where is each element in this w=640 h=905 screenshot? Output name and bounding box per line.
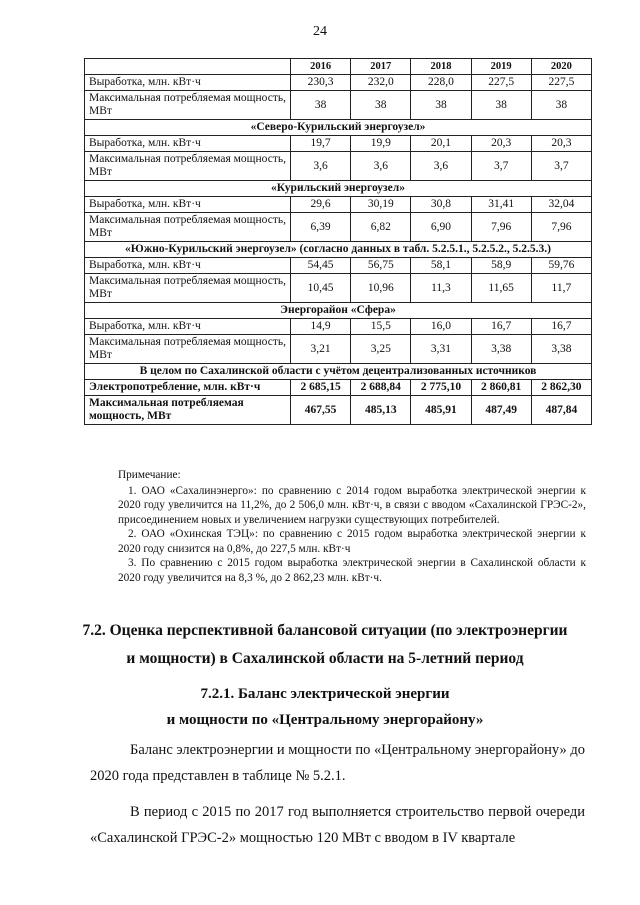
value-cell: 485,91 [411, 396, 471, 425]
value-cell: 38 [531, 91, 591, 120]
year-header: 2017 [351, 59, 411, 75]
paragraph: Баланс электроэнергии и мощности по «Центральному энергорайону» до 2020 года представлен в таблице № 5.2.1. [90, 742, 585, 784]
table-row [85, 274, 592, 303]
row-label: Выработка, млн. кВт·ч [85, 136, 291, 152]
row-label: Выработка, млн. кВт·ч [85, 197, 291, 213]
value-cell: 2 862,30 [531, 380, 591, 396]
header-label-cell [85, 59, 291, 75]
section-heading-line2: и мощности) в Сахалинской области на 5-летний период [126, 650, 524, 667]
value-cell: 6,90 [411, 213, 471, 242]
value-cell: 31,41 [471, 197, 531, 213]
value-cell: 3,38 [471, 335, 531, 364]
value-cell: 3,7 [471, 152, 531, 181]
notes-heading: Примечание: [118, 469, 181, 481]
table-row [85, 75, 592, 91]
page-number: 24 [313, 24, 327, 39]
value-cell: 3,21 [291, 335, 351, 364]
year-header: 2018 [411, 59, 471, 75]
section-row [85, 303, 592, 319]
paragraph: В период с 2015 по 2017 год выполняется строительство первой очереди «Сахалинской ГРЭС-2» мощностью 120 МВт с вводом в IV квартале [90, 804, 585, 846]
value-cell: 16,7 [471, 319, 531, 335]
value-cell: 11,3 [411, 274, 471, 303]
section-title: «Южно-Курильский энергоузел» (согласно данных в табл. 5.2.5.1., 5.2.5.2., 5.2.5.3.) [85, 242, 592, 258]
value-cell: 10,45 [291, 274, 351, 303]
body-text [90, 737, 585, 851]
subsection-heading-line2: и мощности по «Центральному энергорайону» [166, 712, 484, 728]
table-row [85, 396, 592, 425]
value-cell: 30,19 [351, 197, 411, 213]
table-row [85, 152, 592, 181]
value-cell: 56,75 [351, 258, 411, 274]
value-cell: 487,84 [531, 396, 591, 425]
value-cell: 11,7 [531, 274, 591, 303]
value-cell: 19,9 [351, 136, 411, 152]
year-header: 2016 [291, 59, 351, 75]
value-cell: 38 [471, 91, 531, 120]
value-cell: 3,6 [291, 152, 351, 181]
table-row [85, 380, 592, 396]
value-cell: 3,31 [411, 335, 471, 364]
row-label: Электропотребление, млн. кВт·ч [85, 380, 291, 396]
value-cell: 11,65 [471, 274, 531, 303]
value-cell: 2 860,81 [471, 380, 531, 396]
table-row [85, 91, 592, 120]
value-cell: 14,9 [291, 319, 351, 335]
value-cell: 7,96 [471, 213, 531, 242]
table-row [85, 319, 592, 335]
value-cell: 487,49 [471, 396, 531, 425]
value-cell: 3,6 [351, 152, 411, 181]
section-row [85, 181, 592, 197]
value-cell: 7,96 [531, 213, 591, 242]
table-body [85, 75, 592, 425]
table-row [85, 213, 592, 242]
section-title: В целом по Сахалинской области с учётом децентрализованных источников [85, 364, 592, 380]
row-label: Максимальная потребляемая мощность, МВт [85, 396, 291, 425]
table-row [85, 136, 592, 152]
note-item: 1. ОАО «Сахалинэнерго»: по сравнению с 2014 годом выработка электрической энергии к 2020 году увеличится на 11,2%, до 2 506,0 млн. кВт·ч, в связи с вводом «Сахалинской ГРЭС-2», присоединением новых и увеличением нагрузки существующих потребителей. [118, 484, 586, 526]
value-cell: 485,13 [351, 396, 411, 425]
section-row [85, 120, 592, 136]
table-row [85, 258, 592, 274]
value-cell: 38 [291, 91, 351, 120]
row-label: Выработка, млн. кВт·ч [85, 319, 291, 335]
value-cell: 54,45 [291, 258, 351, 274]
value-cell: 58,1 [411, 258, 471, 274]
value-cell: 30,8 [411, 197, 471, 213]
row-label: Выработка, млн. кВт·ч [85, 258, 291, 274]
note-item: 2. ОАО «Охинская ТЭЦ»: по сравнению с 2015 годом выработка электрической энергии к 2020 году снизится на 0,8%, до 227,5 млн. кВт·ч [118, 528, 586, 555]
value-cell: 3,6 [411, 152, 471, 181]
table-row [85, 197, 592, 213]
section-title: Энергорайон «Сфера» [85, 303, 592, 319]
value-cell: 2 775,10 [411, 380, 471, 396]
year-header: 2019 [471, 59, 531, 75]
section-heading-line1: 7.2. Оценка перспективной балансовой ситуации (по электроэнергии [82, 622, 568, 639]
value-cell: 230,3 [291, 75, 351, 91]
value-cell: 16,7 [531, 319, 591, 335]
table-row [85, 335, 592, 364]
value-cell: 467,55 [291, 396, 351, 425]
subsection-heading-line1: 7.2.1. Баланс электрической энергии [200, 686, 450, 702]
value-cell: 32,04 [531, 197, 591, 213]
value-cell: 38 [411, 91, 471, 120]
row-label: Максимальная потребляемая мощность, МВт [85, 152, 291, 181]
value-cell: 227,5 [471, 75, 531, 91]
notes [118, 468, 586, 585]
year-header: 2020 [531, 59, 591, 75]
value-cell: 228,0 [411, 75, 471, 91]
value-cell: 3,38 [531, 335, 591, 364]
value-cell: 15,5 [351, 319, 411, 335]
value-cell: 227,5 [531, 75, 591, 91]
value-cell: 3,7 [531, 152, 591, 181]
row-label: Выработка, млн. кВт·ч [85, 75, 291, 91]
section-row [85, 364, 592, 380]
value-cell: 20,1 [411, 136, 471, 152]
value-cell: 2 685,15 [291, 380, 351, 396]
table-header-row [85, 59, 592, 75]
value-cell: 16,0 [411, 319, 471, 335]
value-cell: 59,76 [531, 258, 591, 274]
section-row [85, 242, 592, 258]
value-cell: 38 [351, 91, 411, 120]
value-cell: 2 688,84 [351, 380, 411, 396]
value-cell: 10,96 [351, 274, 411, 303]
row-label: Максимальная потребляемая мощность, МВт [85, 335, 291, 364]
row-label: Максимальная потребляемая мощность, МВт [85, 213, 291, 242]
value-cell: 29,6 [291, 197, 351, 213]
value-cell: 232,0 [351, 75, 411, 91]
row-label: Максимальная потребляемая мощность, МВт [85, 91, 291, 120]
value-cell: 6,39 [291, 213, 351, 242]
energy-balance-table [84, 58, 592, 425]
section-title: «Северо-Курильский энергоузел» [85, 120, 592, 136]
value-cell: 3,25 [351, 335, 411, 364]
value-cell: 19,7 [291, 136, 351, 152]
row-label: Максимальная потребляемая мощность, МВт [85, 274, 291, 303]
value-cell: 20,3 [471, 136, 531, 152]
value-cell: 20,3 [531, 136, 591, 152]
section-title: «Курильский энергоузел» [85, 181, 592, 197]
value-cell: 6,82 [351, 213, 411, 242]
note-item: 3. По сравнению с 2015 годом выработка электрической энергии в Сахалинской области к 2020 году увеличится на 8,3 %, до 2 862,23 млн. кВт·ч. [118, 557, 586, 584]
value-cell: 58,9 [471, 258, 531, 274]
